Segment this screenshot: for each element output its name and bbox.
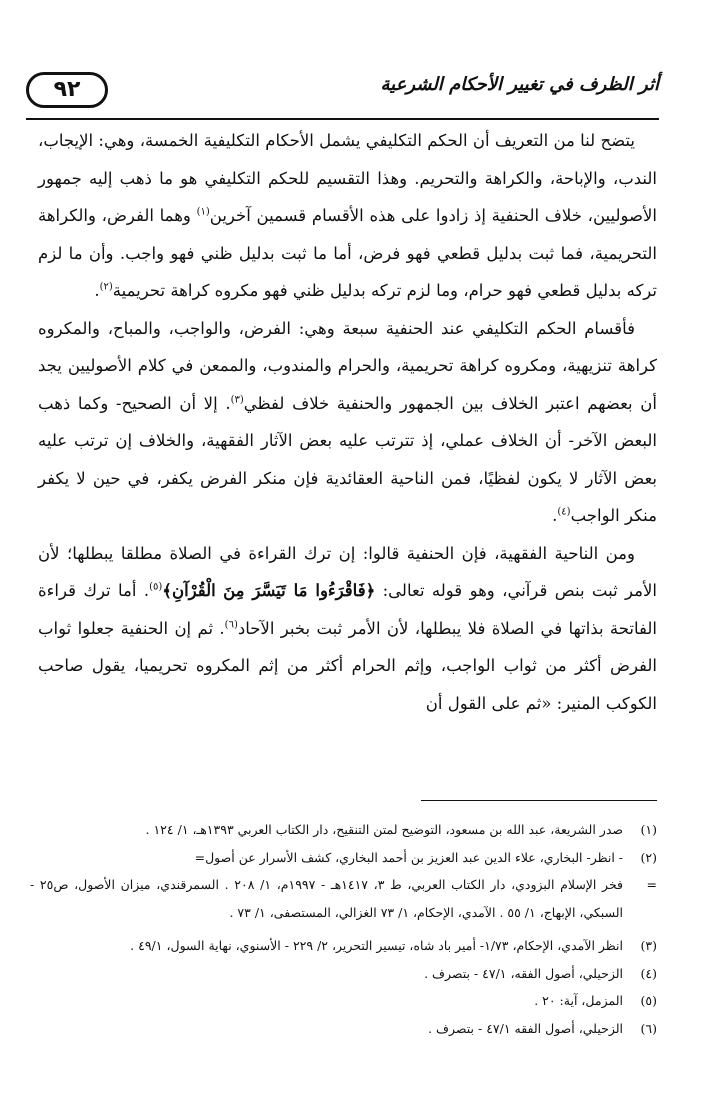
footnote-ref-6: (٦) xyxy=(224,619,238,630)
text-line: . xyxy=(94,281,100,300)
text-line: أكثر من إثم المكروه تحريميا، يقول صاحب الكوكب المنير: «ثم على القول أن xyxy=(38,656,657,713)
footnotes xyxy=(30,816,657,1042)
text-line: لفظيًا، فمن الناحية العقائدية فإن منكر الفرض يكفر، في حين لا يكفر منكر xyxy=(38,468,657,525)
running-title: أثر الظرف في تغيير الأحكام الشرعية xyxy=(380,74,659,95)
text-line: يتضح لنا من التعريف أن الحكم التكليفي يشمل الأحكام التكليفية الخمسة، xyxy=(139,131,635,150)
text-line: . إلا أن الصحيح- وكما ذهب البعض الآخر- أن الخلاف عملي، إذ xyxy=(38,393,657,450)
text-line: وهما الفرض، والكراهة التحريمية، فما ثبت بدليل قطعي xyxy=(38,206,658,263)
text-line: . xyxy=(552,506,558,525)
footnote xyxy=(30,960,657,988)
footnote xyxy=(30,932,657,960)
footnote-text: فخر الإسلام البزودي، دار الكتاب العربي، ط ٣، ١٤١٧هـ - ١٩٩٧م، ١/ ٢٠٨ . السمرقندي، ميزان الأصول، ص٢٥ - السبكي، الإبهاج، ١/ ٥٥ . الآمدي، الإحكام، ١/ ٧٣ الغزالي، المستصفى، ١/ ٧٣ . xyxy=(30,877,624,920)
footnote xyxy=(30,816,657,844)
main-text xyxy=(38,122,657,722)
footnote xyxy=(30,871,657,926)
text-line: الواجب xyxy=(570,506,620,525)
text-line: فهو فرض، أما ما ثبت بدليل ظني فهو واجب. وأن ما لزم تركه بدليل قطعي فهو xyxy=(38,243,657,300)
header-rule xyxy=(26,118,659,120)
footnote-number: (٣) xyxy=(640,938,657,953)
footnote-number: = xyxy=(646,877,657,892)
footnote-number: (١) xyxy=(640,822,657,837)
footnote-text: صدر الشريعة، عبد الله بن مسعود، التوضيح لمتن التنقيح، دار الكتاب العربي ١٣٩٣هـ، ١/ ١٢٤ . xyxy=(145,822,623,837)
text-line: ومن الناحية الفقهية، فإن الحنفية قالوا: إن ترك القراءة في الصلاة مطلقا xyxy=(120,543,635,563)
paragraph-3 xyxy=(38,535,657,723)
footnote-text: الزحيلي، أصول الفقه ٤٧/١ - بتصرف . xyxy=(428,1020,623,1036)
text-line: لفظي xyxy=(243,393,285,413)
text-line: . أما ترك قراءة الفاتحة بذاتها في الصلاة فلا يبطلها، لأن الأمر ثبت بخبر xyxy=(38,581,657,638)
footnote-ref-2: (٢) xyxy=(99,281,113,293)
footnote xyxy=(30,1015,657,1043)
paragraph-1 xyxy=(38,122,657,310)
footnote-text: الزحيلي، أصول الفقه، ٤٧/١ - بتصرف . xyxy=(424,965,623,981)
footnote-separator xyxy=(421,800,657,801)
text-line: الآحاد xyxy=(237,618,275,638)
text-line: التكليفي هو ما ذهب إليه جمهور الأصوليين، خلاف الحنفية إذ زادوا على هذه xyxy=(38,168,658,225)
footnote xyxy=(30,844,657,872)
footnote-ref-3: (٣) xyxy=(230,394,244,405)
page-header xyxy=(26,64,659,116)
text-line: تترتب عليه بعض الآثار الفقهية، والخلاف إن ترتب عليه بعض الآثار لا يكون xyxy=(38,431,658,488)
page-number: ٩٢ xyxy=(26,72,108,108)
text-line: الأقسام قسمين آخرين xyxy=(209,206,364,225)
footnote-number: (٢) xyxy=(640,849,657,865)
footnote-ref-4: (٤) xyxy=(557,506,571,518)
footnote-number: (٥) xyxy=(640,993,657,1008)
text-line: يبطلها؛ لأن الأمر ثبت بنص قرآني، وهو قوله تعالى: xyxy=(38,543,657,600)
footnote-number: (٦) xyxy=(640,1020,657,1036)
text-line: وهي: الإيجاب، الندب، والإباحة، والكراهة والتحريم. وهذا التقسيم للحكم xyxy=(38,131,657,188)
text-line: فأقسام الحكم التكليفي عند الحنفية سبعة وهي: الفرض، والواجب، والمباح، xyxy=(107,318,635,338)
footnote xyxy=(30,987,657,1015)
footnote-text: - انظر- البخاري، علاء الدين عبد العزيز بن أحمد البخاري، كشف الأسرار عن أصول= xyxy=(194,849,623,865)
footnote-number: (٤) xyxy=(640,965,657,981)
footnote-text: انظر الآمدي، الإحكام، ١/٧٣- أمير باد شاه، تيسير التحرير، ٢/ ٢٢٩ - الأسنوي، نهاية السول، ٤٩/١ . xyxy=(130,938,623,953)
quran-verse-end: الْقُرْآنِ﴾ xyxy=(162,581,216,600)
text-line: كلام الأصوليين يجد أن بعضهم اعتبر الخلاف بين الجمهور والحنفية خلاف xyxy=(38,356,657,413)
text-line: حرام، وما لزم تركه بدليل ظني فهو مكروه كراهة تحريمية xyxy=(112,281,503,300)
text-line: . ثم إن الحنفية جعلوا ثواب الفرض أكثر من ثواب الواجب، وإثم الحرام xyxy=(38,618,658,675)
footnote-text: المزمل، آية: ٢٠ . xyxy=(534,993,623,1008)
footnote-ref-1: (١) xyxy=(196,206,210,218)
paragraph-2 xyxy=(38,310,657,535)
text-line: والمكروه كراهة تنزيهية، ومكروه كراهة تحريمية، والحرام والمندوب، والممعن في xyxy=(38,318,657,375)
quran-verse: ﴿فَاقْرَءُوا مَا تَيَسَّرَ مِنَ xyxy=(223,581,376,600)
footnote-ref-5: (٥) xyxy=(149,581,163,593)
